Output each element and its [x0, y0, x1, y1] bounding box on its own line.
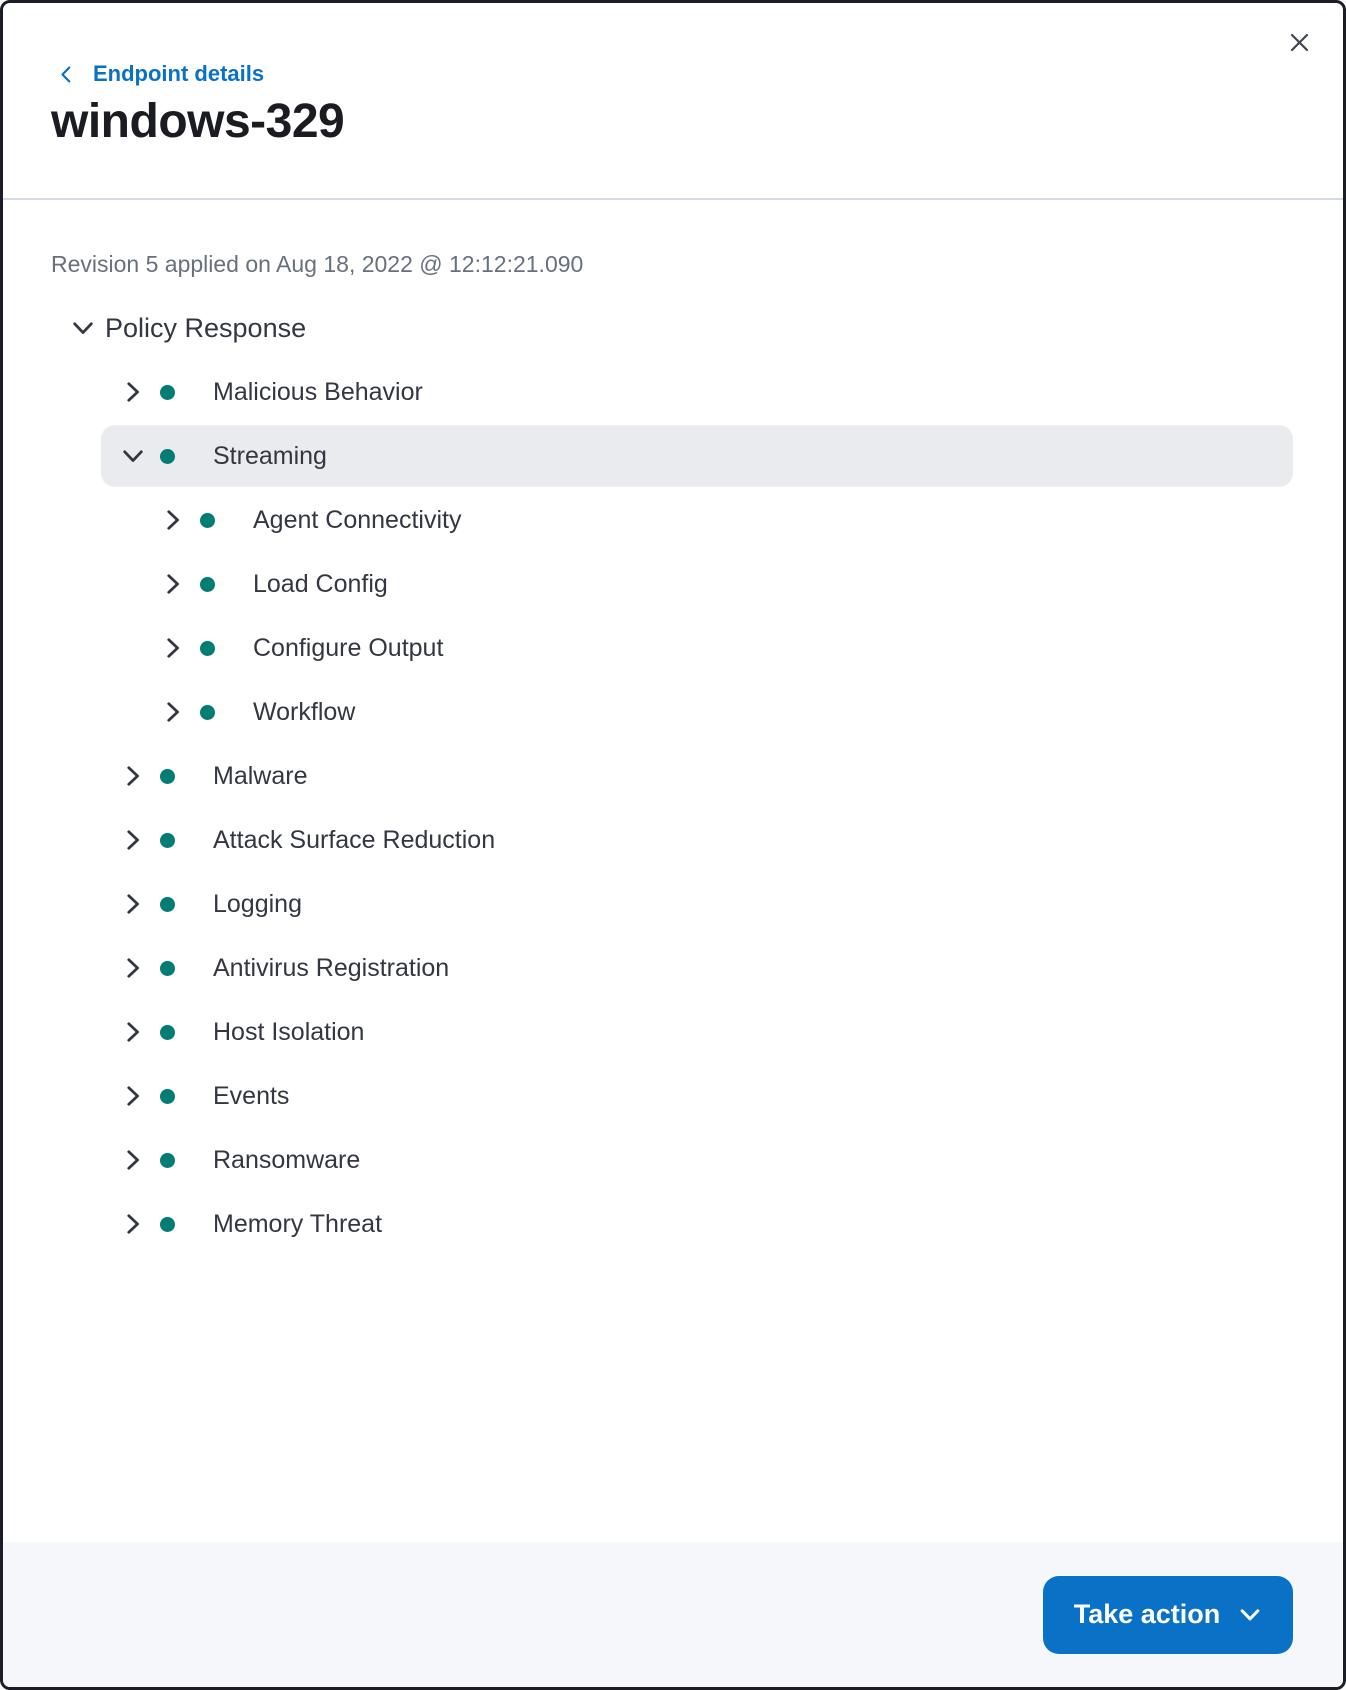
chevron-right-icon: [160, 507, 186, 533]
back-link-label: Endpoint details: [93, 61, 265, 86]
page-title: windows-329: [51, 94, 345, 148]
tree-item-label: Policy Response: [105, 313, 307, 343]
tree-item-memory-threat[interactable]: [51, 1193, 1293, 1255]
close-button[interactable]: [1275, 20, 1323, 68]
tree-item-label: Malware: [213, 762, 308, 790]
tree-item-label: Workflow: [253, 698, 356, 726]
tree-item-load-config[interactable]: [51, 553, 1293, 615]
revision-applied-text: Revision 5 applied on Aug 18, 2022 @ 12:12:21.090: [51, 251, 584, 277]
chevron-down-icon: [120, 443, 146, 469]
tree-item-label: Load Config: [253, 570, 388, 598]
chevron-right-icon: [120, 1083, 146, 1109]
chevron-right-icon: [120, 1211, 146, 1237]
status-dot: [160, 961, 175, 976]
flyout-body: [3, 200, 1343, 1542]
chevron-right-icon: [160, 571, 186, 597]
chevron-right-icon: [120, 827, 146, 853]
tree-item-label: Streaming: [213, 442, 327, 470]
tree-item-label: Agent Connectivity: [253, 506, 462, 534]
policy-response-tree: [51, 297, 1293, 1255]
take-action-button[interactable]: [1043, 1576, 1293, 1654]
close-icon: [1287, 30, 1312, 58]
tree-item-configure-output[interactable]: [51, 617, 1293, 679]
tree-item-streaming[interactable]: [101, 425, 1293, 487]
status-dot: [160, 897, 175, 912]
chevron-right-icon: [120, 763, 146, 789]
tree-item-attack-surface-reduction[interactable]: [51, 809, 1293, 871]
tree-item-ransomware[interactable]: [51, 1129, 1293, 1191]
chevron-down-icon: [1238, 1603, 1262, 1627]
chevron-right-icon: [160, 699, 186, 725]
tree-item-label: Memory Threat: [213, 1210, 383, 1238]
tree-item-label: Logging: [213, 890, 302, 918]
tree-item-malicious-behavior[interactable]: [51, 361, 1293, 423]
tree-item-label: Ransomware: [213, 1146, 361, 1174]
tree-item-antivirus-registration[interactable]: [51, 937, 1293, 999]
tree-item-policy-response[interactable]: [51, 297, 1293, 359]
tree-item-events[interactable]: [51, 1065, 1293, 1127]
flyout-footer: [3, 1542, 1343, 1687]
tree-item-label: Antivirus Registration: [213, 954, 450, 982]
status-dot: [200, 513, 215, 528]
flyout-header: [3, 3, 1343, 200]
status-dot: [160, 449, 175, 464]
chevron-down-icon: [70, 315, 96, 341]
tree-item-host-isolation[interactable]: [51, 1001, 1293, 1063]
status-dot: [200, 641, 215, 656]
tree-item-label: Configure Output: [253, 634, 444, 662]
tree-item-agent-connectivity[interactable]: [51, 489, 1293, 551]
chevron-right-icon: [120, 1147, 146, 1173]
chevron-right-icon: [120, 891, 146, 917]
status-dot: [200, 705, 215, 720]
chevron-right-icon: [120, 955, 146, 981]
chevron-right-icon: [160, 635, 186, 661]
tree-item-malware[interactable]: [51, 745, 1293, 807]
take-action-label: Take action: [1073, 1599, 1221, 1629]
status-dot: [200, 577, 215, 592]
tree-item-label: Host Isolation: [213, 1018, 365, 1046]
status-dot: [160, 769, 175, 784]
status-dot: [160, 1025, 175, 1040]
tree-item-label: Malicious Behavior: [213, 378, 423, 406]
status-dot: [160, 1089, 175, 1104]
chevron-right-icon: [120, 379, 146, 405]
tree-item-label: Attack Surface Reduction: [213, 826, 496, 854]
tree-item-label: Events: [213, 1082, 290, 1110]
chevron-right-icon: [120, 1019, 146, 1045]
status-dot: [160, 833, 175, 848]
tree-item-logging[interactable]: [51, 873, 1293, 935]
status-dot: [160, 1153, 175, 1168]
status-dot: [160, 1217, 175, 1232]
tree-item-workflow[interactable]: [51, 681, 1293, 743]
chevron-left-icon: [57, 65, 76, 84]
back-to-endpoint-details-link[interactable]: [57, 60, 264, 88]
status-dot: [160, 385, 175, 400]
